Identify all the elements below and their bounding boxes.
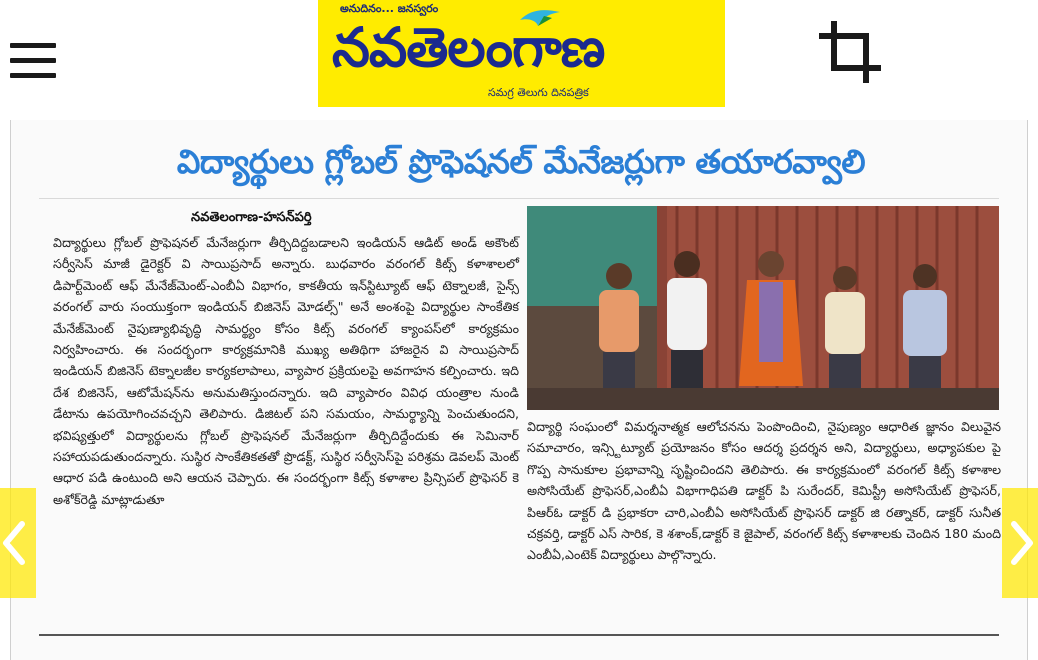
- next-page-button[interactable]: [1002, 488, 1038, 598]
- logo-tagline-top: అనుదినం... జనస్వరం: [340, 2, 439, 15]
- article-headline: విద్యార్థులు గ్లోబల్ ప్రొఫెషనల్ మేనేజర్లుగా తయారవ్వాలి: [176, 142, 866, 181]
- logo-tagline-bottom: సమగ్ర తెలుగు దినపత్రిక: [488, 86, 589, 99]
- logo-masthead: నవతెలంగాణ: [332, 16, 605, 79]
- headline-divider: [39, 198, 999, 199]
- top-app-bar: [0, 0, 1038, 118]
- article-body-right-column: విద్యార్థి సంఘంలో విమర్శనాత్మక ఆలోచనను పెంపొందించి, నైపుణ్యం ఆధారిత జ్ఞానం విలువైన సమాచారం, ఇన్స్టిట్యూట్ ప్రయోజనం కోసం ఆదర్శ ప్రదర్శన అని, విద్యార్థులు, అధ్యాపకుల పై గొప్ప సానుకూల ప్రభావాన్ని సృష్టించిందని తెలిపారు. ఈ కార్యక్రమంలో వరంగల్ కిట్స్ కళాశాల అసోసియేట్ ప్రొఫెసర్,ఎంబీఏ విభాగాధిపతి డాక్టర్ పి సురేందర్, కెమిస్ట్రీ అసోసియేట్ ప్రొఫెసర్, పిఆర్ఓ డాక్టర్ డి ప్రభాకరా చారి,ఎంబీఏ అసోసియేట్ ప్రొఫెసర్ డాక్టర్ జి రత్నాకర్, డాక్టర్ సునీత చక్రవర్తి, డాక్టర్ ఎస్ సారిక, కె శశాంక్,డాక్టర్ కె జైపాల్, వరంగల్ కిట్స్ కళాశాలకు చెందిన 180 మంది ఎంబీఏ,ఎంటెక్ విద్యార్థులు పాల్గొన్నారు.: [527, 419, 1001, 563]
- article-photo[interactable]: [527, 206, 999, 410]
- hamburger-menu-icon[interactable]: [10, 43, 56, 79]
- chevron-right-icon: [1002, 488, 1038, 598]
- previous-page-button[interactable]: [0, 488, 36, 598]
- article-clipping: [10, 120, 1028, 660]
- newspaper-logo[interactable]: [318, 0, 725, 107]
- article-bottom-divider: [39, 634, 999, 636]
- chevron-left-icon: [0, 488, 36, 598]
- article-byline: నవతెలంగాణ-హసన్‌పర్తి: [191, 210, 312, 225]
- article-body-left-column: విద్యార్థులు గ్లోబల్ ప్రొఫెషనల్ మేనేజర్లుగా తీర్చిదిద్దబడాలని ఇండియన్ ఆడిట్ అండ్ అకౌంట్ సర్వీసెస్ మాజీ డైరెక్టర్ వి సాయిప్రసాద్ అన్నారు. బుధవారం వరంగల్ కిట్స్ కళాశాలలో డిపార్ట్‌మెంట్ ఆఫ్ మేనేజ్‌మెంట్-ఎంబీఏ విభాగం, కాకతీయ ఇన్‌స్టిట్యూట్ ఆఫ్ టెక్నాలజీ, సైన్స్ వరంగల్ వారు సంయుక్తంగా ఇండియన్ బిజినెస్ మోడల్స్" అనే అంశంపై విద్యార్థుల సాంకేతిక మేనేజ్‌మెంట్ నైపుణ్యాభివృద్ధి సామర్థ్యం కోసం కిట్స్ వరంగల్ క్యాంపస్‌లో కార్యక్రమం నిర్వహించారు. ఈ సందర్భంగా కార్యక్రమానికి ముఖ్య అతిథిగా హాజరైన వి సాయిప్రసాద్ ఇండియన్ బిజినెస్ టెక్నాలజీల కార్యకలాపాలు, వ్యాపార ప్రక్రియలపై అవగాహన కల్పించారు. ఇది దేశ బిజినెస్, ఆటోమేషన్‌ను అనుమతిస్తుందన్నారు. ఇది వ్యాపారం వివిధ యంత్రాల నుండి డేటాను ఉపయోగించవచ్చని తెలిపారు. డిజిటల్ పని సమయం, సామర్థ్యాన్ని పెంచుతుందని, భవిష్యత్తులో విద్యార్థులను గ్లోబల్ ప్రొఫెషనల్ మేనేజర్లుగా తీర్చిదిద్దేందుకు ఈ సెమినార్ సహాయపడుతుందన్నారు. సుస్థిర సాంకేతికతతో ప్రొడక్ట్, సుస్థిర సర్వీసెస్‌పై పరిశ్రమ డెవలప్ మెంట్ ఆధార పడి ఉంటుంది అని ఆయన చెప్పారు. ఈ సందర్భంగా కిట్స్ కళాశాల ప్రిన్సిపల్ ప్రొఫెసర్ కె అశోక్‌రెడ్డి మాట్లాడుతూ: [53, 235, 519, 507]
- crop-icon[interactable]: [818, 20, 882, 84]
